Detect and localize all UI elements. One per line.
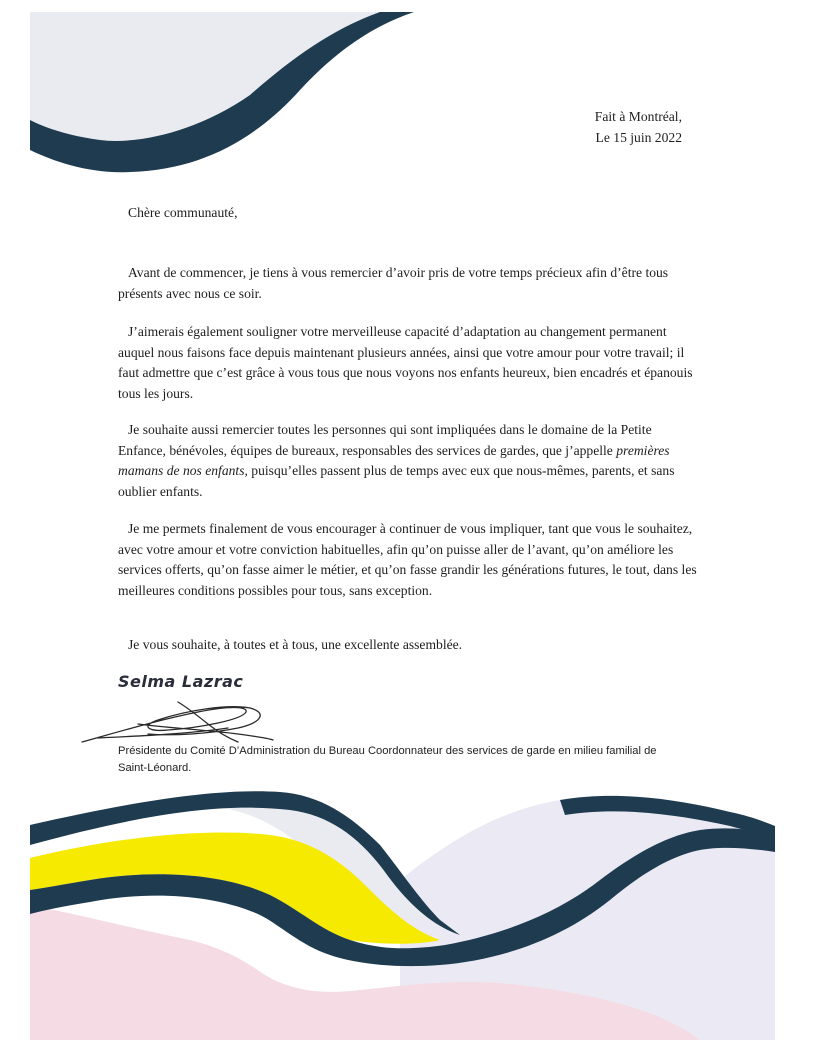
paragraph-1 xyxy=(118,263,698,304)
paragraph-4 xyxy=(118,519,698,601)
paragraph-3 xyxy=(118,420,698,502)
place-date-block xyxy=(520,107,682,148)
signatory-name: Selma Lazrac xyxy=(118,672,244,691)
signatory-title-line-1: Présidente du Comité D’Administration du Bureau Coordonnateur des services de garde en milieu familial de xyxy=(118,745,657,757)
salutation: Chère communauté, xyxy=(128,205,238,220)
paragraph-3-text-after: , puisqu’elles passent plus de temps avec eux que nous-mêmes, parents, et sans oublier enfants. xyxy=(118,463,675,499)
paragraph-3-text xyxy=(118,420,698,502)
paragraph-4-text: Je me permets finalement de vous encourager à continuer de vous impliquer, tant que vous le souhaitez, avec votre amour et votre conviction habituelles, afin qu’on puisse aller de l’avant, qu’on améliore les services offerts, qu’on fasse aimer le métier, et qu’on fasse grandir les générations futures, le tout, dans les meilleures conditions possibles pour tous, sans exception. xyxy=(118,521,697,598)
letter-date: Le 15 juin 2022 xyxy=(595,129,682,145)
signatory-title xyxy=(118,743,718,777)
signature-stroke xyxy=(82,702,273,742)
paragraph-2-text: J’aimerais également souligner votre merveilleuse capacité d’adaptation au changement permanent auquel nous faisons face depuis maintenant plusieurs années, ainsi que votre amour pour votre travail; il faut admettre que c’est grâce à vous tous que nous voyons nos enfants heureux, bien encadrés et épanouis tous les jours. xyxy=(118,324,693,401)
paragraph-5-text: Je vous souhaite, à toutes et à tous, une excellente assemblée. xyxy=(128,637,463,652)
paragraph-5 xyxy=(118,635,698,656)
letter-place: Fait à Montréal, xyxy=(594,109,682,124)
handwritten-signature xyxy=(78,694,278,746)
paragraph-3-text-before: Je souhaite aussi remercier toutes les personnes qui sont impliquées dans le domaine de la Petite Enfance, bénévoles, équipes de bureaux, responsables des services de gardes, que j’appelle xyxy=(118,422,652,458)
paragraph-1-text: Avant de commencer, je tiens à vous remercier d’avoir pris de votre temps précieux afin d’être tous présents avec nous ce soir. xyxy=(118,265,669,301)
signatory-title-line-2: Saint-Léonard. xyxy=(118,762,192,774)
paragraph-3-emphasis: premières mamans de nos enfants xyxy=(118,442,670,479)
paragraph-2 xyxy=(118,322,698,404)
